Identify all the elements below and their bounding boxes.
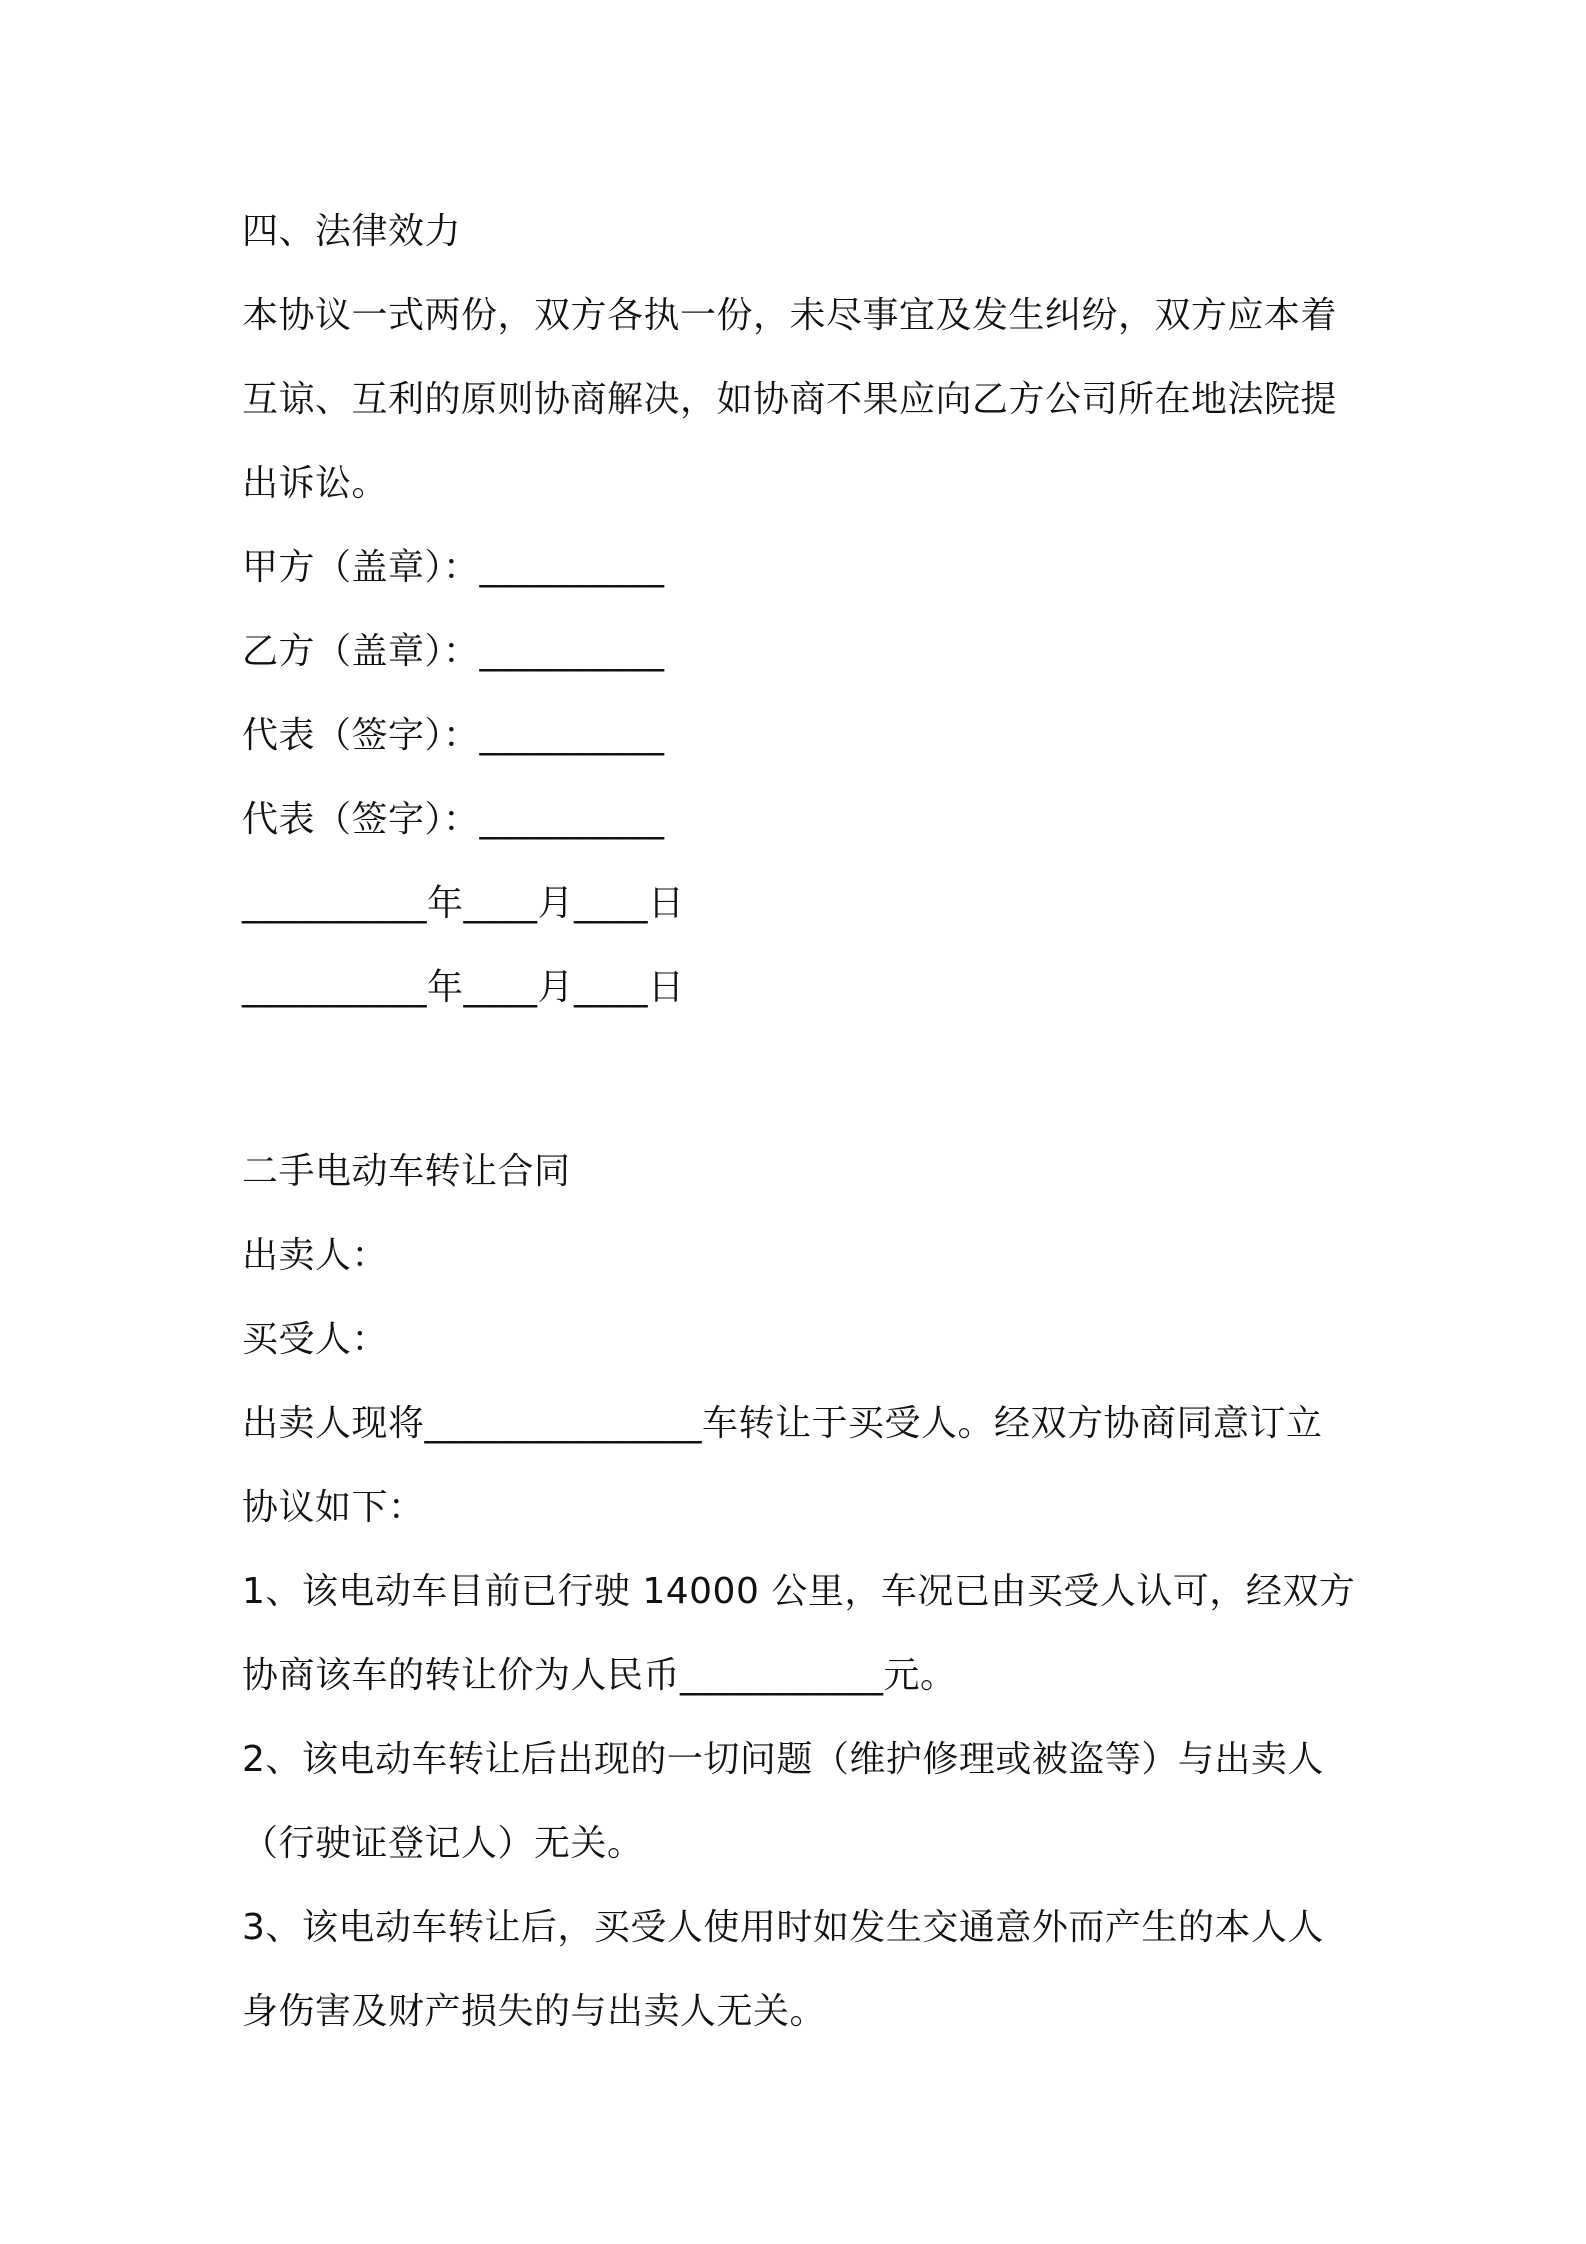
clause-1-line: 协商该车的转让价为人民币___________元。 [242,1655,957,1696]
intro-line: 协议如下： [242,1487,425,1528]
signature-party-b: 乙方（盖章）：__________ [242,631,665,672]
clause-1-line: 1、该电动车目前已行驶 14000 公里，车况已由买受人认可，经双方 [242,1571,1356,1612]
date-line-2: __________年____月____日 [242,967,685,1008]
document-page [242,190,1372,2054]
signature-rep-1: 代表（签字）：__________ [242,715,665,756]
seller-line: 出卖人： [242,1235,389,1276]
paragraph-line: 互谅、互利的原则协商解决，如协商不果应向乙方公司所在地法院提 [242,379,1338,420]
section-gap [242,1030,1372,1130]
buyer-line: 买受人： [242,1319,389,1360]
section-heading: 四、法律效力 [242,211,462,252]
signature-party-a: 甲方（盖章）：__________ [242,547,665,588]
clause-3-line: 身伤害及财产损失的与出卖人无关。 [242,1991,827,2032]
paragraph-line: 本协议一式两份，双方各执一份，未尽事宜及发生纠纷，双方应本着 [242,295,1338,336]
clause-3-line: 3、该电动车转让后，买受人使用时如发生交通意外而产生的本人人 [242,1907,1324,1948]
contract-title: 二手电动车转让合同 [242,1151,571,1192]
intro-line: 出卖人现将_______________车转让于买受人。经双方协商同意订立 [242,1403,1323,1444]
date-line-1: __________年____月____日 [242,883,685,924]
paragraph-line: 出诉讼。 [242,463,389,504]
signature-rep-2: 代表（签字）：__________ [242,799,665,840]
clause-2-line: 2、该电动车转让后出现的一切问题（维护修理或被盗等）与出卖人 [242,1739,1324,1780]
clause-2-line: （行驶证登记人）无关。 [242,1823,644,1864]
